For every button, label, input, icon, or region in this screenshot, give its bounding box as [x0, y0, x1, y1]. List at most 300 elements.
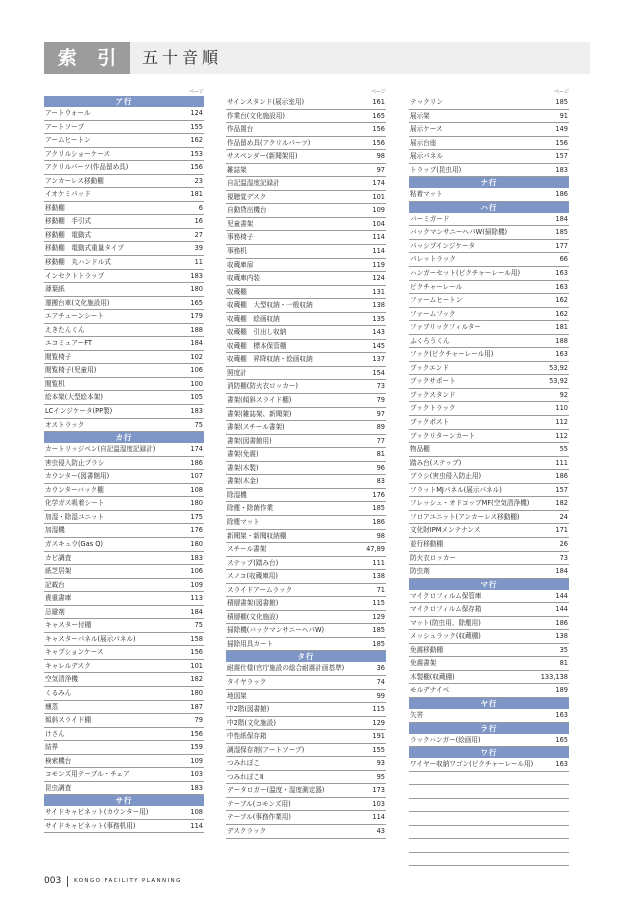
entry-page: 162: [190, 136, 203, 145]
entry-name: 加湿機: [45, 526, 65, 535]
entry-name: 木製棚(収蔵棚): [410, 672, 455, 681]
section-header: ラ行: [409, 723, 569, 734]
index-entry: [44, 391, 204, 405]
entry-name: 書架(図書館用): [227, 436, 272, 445]
index-entry: [44, 161, 204, 175]
entry-page: 11: [194, 258, 203, 267]
entry-page: 6: [198, 203, 203, 212]
entry-name: 移動棚 電動式重量タイプ: [45, 244, 124, 253]
entry-name: 作業台(文化施設用): [227, 111, 285, 120]
index-entry: [409, 565, 569, 579]
index-entry: [44, 497, 204, 511]
index-entry: [226, 676, 386, 690]
index-entry: [44, 552, 204, 566]
entry-name: アームヒートン: [45, 136, 91, 145]
entry-page: 184: [190, 339, 203, 348]
entry-name: キャプションケース: [45, 648, 104, 657]
index-entry: [44, 310, 204, 324]
index-entry: [409, 772, 569, 786]
entry-page: 119: [372, 260, 385, 269]
entry-page: 165: [555, 735, 568, 744]
entry-name: [409, 785, 410, 798]
index-entry: [44, 148, 204, 162]
entry-page: 182: [555, 499, 568, 508]
entry-name: 収蔵棚 絵画収納: [227, 314, 280, 323]
entry-name: スライドアームラック: [227, 585, 293, 594]
index-entry: [44, 175, 204, 189]
entry-name: 収蔵棚: [227, 287, 247, 296]
entry-page: 81: [559, 659, 568, 668]
index-entry: [44, 673, 204, 687]
index-entry: [226, 367, 386, 381]
index-entry: [226, 353, 386, 367]
entry-page: 162: [555, 296, 568, 305]
entry-page: 156: [190, 163, 203, 172]
index-entry: [409, 416, 569, 430]
entry-page: 180: [190, 539, 203, 548]
entry-page: 184: [555, 567, 568, 576]
entry-page: 163: [555, 282, 568, 291]
index-entry: [44, 728, 204, 742]
index-entry: [409, 657, 569, 671]
entry-page: 188: [555, 336, 568, 345]
entry-name: 物品棚: [410, 445, 430, 454]
page-column-label: ページ: [371, 89, 386, 95]
entry-page: 114: [372, 247, 385, 256]
entry-page: 115: [372, 705, 385, 714]
index-entry: [226, 717, 386, 731]
entry-name: ブックリターンカート: [410, 431, 476, 440]
entry-name: 害虫侵入防止ブラシ: [45, 458, 105, 467]
index-entry: [44, 324, 204, 338]
index-entry: [226, 204, 386, 218]
index-entry: [409, 123, 569, 137]
page-number: 003: [44, 876, 62, 886]
entry-page: 26: [559, 539, 568, 548]
entry-page: 157: [555, 485, 568, 494]
index-entry: [226, 164, 386, 178]
index-entry: [409, 552, 569, 566]
entry-name: えきたんくん: [45, 325, 85, 334]
index-entry: [226, 502, 386, 516]
index-entry: [226, 150, 386, 164]
entry-name: サインスタンド(展示室用): [227, 98, 305, 106]
entry-name: 運搬台車(文化施設用): [45, 298, 110, 307]
entry-name: テーブル(事務作業用): [227, 813, 291, 822]
entry-page: 110: [555, 404, 568, 413]
entry-page: 185: [555, 228, 568, 237]
index-entry: [409, 853, 569, 867]
entry-name: サスペンダー(新聞架用): [227, 152, 298, 161]
index-entry: [44, 470, 204, 484]
entry-page: 155: [372, 745, 385, 754]
entry-page: 179: [190, 312, 203, 321]
index-entry: [226, 638, 386, 652]
entry-name: 作品置台: [227, 125, 254, 134]
entry-page: 71: [376, 585, 385, 594]
entry-page: 189: [555, 686, 568, 695]
section-header: サ行: [44, 795, 204, 806]
entry-page: 39: [194, 244, 203, 253]
entry-name: スノコ(収蔵庫用): [227, 572, 278, 581]
entry-page: [568, 772, 569, 785]
entry-name: 免震移動棚: [410, 645, 443, 654]
entry-page: 81: [376, 450, 385, 459]
entry-name: デスクラック: [227, 826, 267, 835]
entry-name: 並行移動棚: [410, 539, 443, 548]
entry-name: 粘着マット: [410, 190, 443, 199]
entry-name: LCインジケータ(PP製): [45, 407, 113, 416]
entry-name: 文化財IPMメンテナンス: [410, 526, 481, 535]
entry-page: [568, 785, 569, 798]
index-entry: [226, 286, 386, 300]
entry-page: 185: [372, 504, 385, 513]
entry-page: 103: [372, 799, 385, 808]
entry-name: 視聴覚デスク: [227, 192, 267, 201]
entry-name: フレッシュ・オドコップMF(空気清浄機): [410, 499, 530, 508]
index-entry: [409, 758, 569, 772]
entry-page: 155: [190, 122, 203, 131]
index-entry: [409, 826, 569, 840]
entry-name: トラップ(昆虫用): [410, 165, 462, 174]
entry-name: 結界: [45, 743, 59, 752]
entry-page: 186: [555, 190, 568, 199]
index-entry: [409, 281, 569, 295]
index-entry: [409, 188, 569, 202]
index-entry: [44, 565, 204, 579]
entry-page: 108: [190, 485, 203, 494]
entry-name: [409, 812, 410, 825]
entry-name: アートウォール: [45, 109, 91, 117]
section-header: カ行: [44, 432, 204, 443]
entry-name: 絵本架(大型絵本架): [45, 393, 103, 402]
index-entry: [409, 321, 569, 335]
index-entry: [409, 644, 569, 658]
index-entry: [226, 662, 386, 676]
index-entry: [44, 256, 204, 270]
entry-name: テーブル(コモンズ用): [227, 799, 291, 808]
index-entry: [44, 351, 204, 365]
entry-page: 185: [372, 639, 385, 648]
index-entry: [226, 543, 386, 557]
entry-name: つみれぽこ: [227, 759, 260, 768]
index-entry: [409, 430, 569, 444]
entry-page: 156: [555, 138, 568, 147]
entry-name: 雑誌架: [227, 165, 247, 174]
entry-name: 消防棚(防火衣ロッカー): [227, 382, 298, 391]
index-entry: [44, 579, 204, 593]
entry-name: 加湿・除湿ユニット: [45, 512, 105, 521]
index-entry: [44, 606, 204, 620]
entry-page: 124: [372, 274, 385, 283]
entry-page: 191: [372, 732, 385, 741]
entry-name: [409, 772, 410, 785]
index-entry: [226, 757, 386, 771]
entry-page: 157: [555, 152, 568, 161]
index-entry: [44, 755, 204, 769]
entry-name: 傾斜スライド棚: [45, 716, 91, 725]
entry-page: 144: [555, 605, 568, 614]
index-entry: [226, 96, 386, 110]
entry-name: スチール書架: [227, 545, 267, 554]
index-entry: [409, 785, 569, 799]
index-entry: [44, 619, 204, 633]
entry-name: アクリルショーケース: [45, 149, 111, 158]
entry-name: 免震書架: [410, 659, 437, 668]
entry-page: 165: [372, 111, 385, 120]
index-entry: [226, 110, 386, 124]
index-entry: [409, 839, 569, 853]
index-entry: [226, 690, 386, 704]
index-entry: [226, 784, 386, 798]
entry-name: 除塵マット: [227, 517, 260, 526]
entry-page: 77: [376, 436, 385, 445]
entry-page: 115: [372, 599, 385, 608]
entry-page: 109: [190, 756, 203, 765]
entry-page: 163: [555, 760, 568, 769]
entry-page: 103: [190, 770, 203, 779]
entry-page: 138: [372, 572, 385, 581]
footer-divider: [67, 876, 68, 887]
index-entry: [44, 511, 204, 525]
index-entry: [409, 375, 569, 389]
entry-page: 154: [372, 368, 385, 377]
entry-name: 掃除用具カート: [227, 639, 274, 648]
entry-name: 除湿機: [227, 490, 247, 499]
section-header: ナ行: [409, 177, 569, 188]
entry-page: 113: [190, 594, 203, 603]
entry-page: 177: [555, 241, 568, 250]
entry-page: 114: [372, 813, 385, 822]
entry-page: 163: [555, 269, 568, 278]
index-entry: [409, 812, 569, 826]
entry-page: 35: [559, 645, 568, 654]
entry-name: 児童書架: [227, 219, 254, 228]
section-header: タ行: [226, 651, 386, 662]
index-entry: [226, 584, 386, 598]
index-entry: [409, 671, 569, 685]
entry-name: ブックトラック: [410, 404, 456, 413]
index-entry: [409, 110, 569, 124]
entry-name: 書架(雑誌架、新聞架): [227, 409, 292, 418]
page-column-label: ページ: [189, 89, 204, 95]
index-entry: [44, 646, 204, 660]
entry-name: カビ調査: [45, 553, 72, 562]
index-entry: [226, 435, 386, 449]
index-entry: [409, 484, 569, 498]
index-entry: [409, 443, 569, 457]
entry-name: 防虫剤: [410, 567, 430, 576]
entry-name: 移動棚 手引式: [45, 217, 92, 226]
entry-page: 176: [372, 490, 385, 499]
index-entry: [226, 259, 386, 273]
index-entry: [409, 538, 569, 552]
entry-page: 47,89: [366, 545, 385, 554]
index-entry: [44, 188, 204, 202]
index-entry: [409, 96, 569, 110]
index-entry: [226, 811, 386, 825]
entry-name: サイドキャビネット(カウンター用): [45, 808, 149, 817]
entry-name: マイクロフィルム保存箱: [410, 605, 482, 614]
entry-name: エアチューンシート: [45, 312, 104, 321]
entry-page: 182: [190, 675, 203, 684]
entry-page: 174: [372, 179, 385, 188]
entry-name: テックリン: [410, 98, 443, 106]
entry-page: 186: [190, 458, 203, 467]
section-header: ワ行: [409, 747, 569, 758]
entry-page: 131: [372, 287, 385, 296]
page-column-label: ページ: [554, 89, 569, 95]
entry-page: 23: [194, 176, 203, 185]
entry-page: 114: [190, 821, 203, 830]
entry-page: 181: [555, 323, 568, 332]
entry-name: 記載台: [45, 580, 65, 589]
index-entry: [44, 121, 204, 135]
index-entry: [409, 150, 569, 164]
index-entry: [409, 590, 569, 604]
index-entry: [226, 123, 386, 137]
entry-name: 書架(傾斜スライド棚): [227, 396, 292, 405]
entry-name: 展示パネル: [410, 152, 443, 161]
entry-page: 156: [190, 729, 203, 738]
index-entry: [44, 364, 204, 378]
index-entry: [44, 484, 204, 498]
entry-page: [568, 826, 569, 839]
entry-page: 156: [190, 648, 203, 657]
index-entry: [44, 297, 204, 311]
entry-name: 検索機台: [45, 756, 72, 765]
entry-page: 79: [194, 716, 203, 725]
entry-name: 展示ケース: [410, 125, 443, 134]
index-entry: [44, 701, 204, 715]
index-entry: [226, 516, 386, 530]
section-header: ヤ行: [409, 698, 569, 709]
entry-name: 事務机: [227, 247, 247, 256]
entry-name: 展示架: [410, 111, 430, 120]
index-entry: [44, 820, 204, 834]
entry-page: 112: [555, 431, 568, 440]
entry-name: 積層棚(文化施設): [227, 612, 279, 621]
entry-name: ブックエンド: [410, 363, 449, 372]
entry-name: 自記温湿度記録計: [227, 179, 280, 188]
entry-name: 事務椅子: [227, 233, 254, 242]
index-entry: [226, 191, 386, 205]
entry-page: 184: [190, 607, 203, 616]
index-entry: [226, 299, 386, 313]
index-entry: [226, 408, 386, 422]
entry-name: 移動棚: [45, 203, 65, 212]
index-entry: [226, 245, 386, 259]
entry-name: アンカーレス移動棚: [45, 176, 104, 185]
index-entry: [409, 734, 569, 748]
index-entry: [44, 538, 204, 552]
index-entry: [44, 242, 204, 256]
entry-page: 83: [376, 477, 385, 486]
index-entry: [226, 380, 386, 394]
index-entry: [44, 660, 204, 674]
entry-name: アクリルパーツ(作品留め具): [45, 163, 129, 172]
index-entry: [44, 457, 204, 471]
index-entry: [226, 394, 386, 408]
index-entry: [44, 524, 204, 538]
entry-name: 薄葉紙: [45, 285, 65, 294]
index-entry: [44, 741, 204, 755]
entry-name: フラットMJパネル(展示パネル): [410, 485, 502, 494]
entry-name: フック(ピクチャーレール用): [410, 350, 494, 359]
entry-page: 144: [555, 591, 568, 600]
entry-name: オストラック: [45, 420, 85, 429]
entry-name: 空気清浄機: [45, 675, 78, 684]
entry-name: マイクロフィルム保管庫: [410, 591, 482, 600]
index-entry: [409, 402, 569, 416]
entry-name: ブラシ(害虫侵入防止用): [410, 472, 482, 481]
entry-name: けさん: [45, 729, 65, 738]
entry-page: 99: [376, 691, 385, 700]
entry-name: パレットラック: [410, 255, 456, 264]
entry-name: ハンガーセット(ピクチャーレール用): [410, 269, 521, 278]
index-entry: [44, 443, 204, 457]
index-entry: [44, 592, 204, 606]
entry-page: 75: [194, 420, 203, 429]
entry-page: 183: [190, 407, 203, 416]
entry-page: [568, 799, 569, 812]
section-header: マ行: [409, 579, 569, 590]
entry-name: 防火衣ロッカー: [410, 553, 457, 562]
index-entry: [409, 457, 569, 471]
entry-name: 燻蒸: [45, 702, 59, 711]
entry-page: 124: [190, 109, 203, 117]
entry-name: カートリッジペン(自記温湿度記録計): [45, 445, 156, 454]
entry-name: サイドキャビネット(事務机用): [45, 821, 136, 830]
entry-page: 97: [376, 165, 385, 174]
entry-page: 184: [555, 214, 568, 223]
index-entry: [409, 684, 569, 698]
entry-name: 中2階(図書館): [227, 705, 270, 714]
index-entry: [226, 611, 386, 625]
index-entry: [44, 633, 204, 647]
entry-name: 展示台座: [410, 138, 437, 147]
entry-name: 書架(木製): [227, 463, 259, 472]
entry-page: 101: [372, 192, 385, 201]
index-entry: [226, 272, 386, 286]
index-entry: [226, 597, 386, 611]
entry-page: 133,138: [540, 672, 568, 681]
entry-name: 閲覧椅子: [45, 352, 72, 361]
index-entry: [44, 768, 204, 782]
index-entry: [44, 229, 204, 243]
entry-page: 138: [555, 632, 568, 641]
entry-name: 移動棚 丸ハンドル式: [45, 258, 111, 267]
entry-page: 161: [372, 98, 385, 106]
index-entry: [226, 462, 386, 476]
entry-page: 55: [559, 445, 568, 454]
index-entry: [226, 744, 386, 758]
entry-name: 収蔵棚 昇降収納・絵画収納: [227, 355, 313, 364]
index-title: 索 引: [44, 42, 130, 74]
index-entry: [226, 231, 386, 245]
entry-name: ガスキュウ(Gas Q): [45, 539, 103, 548]
entry-name: タイヤラック: [227, 677, 267, 686]
index-entry: [409, 253, 569, 267]
entry-page: 73: [559, 553, 568, 562]
index-entry: [44, 215, 204, 229]
entry-name: 中2階(文化施設): [227, 718, 276, 727]
index-entry: [226, 326, 386, 340]
entry-page: 106: [190, 567, 203, 576]
entry-name: モルデナイベ: [410, 686, 450, 695]
entry-page: 53,92: [549, 363, 568, 372]
index-entry: [44, 378, 204, 392]
